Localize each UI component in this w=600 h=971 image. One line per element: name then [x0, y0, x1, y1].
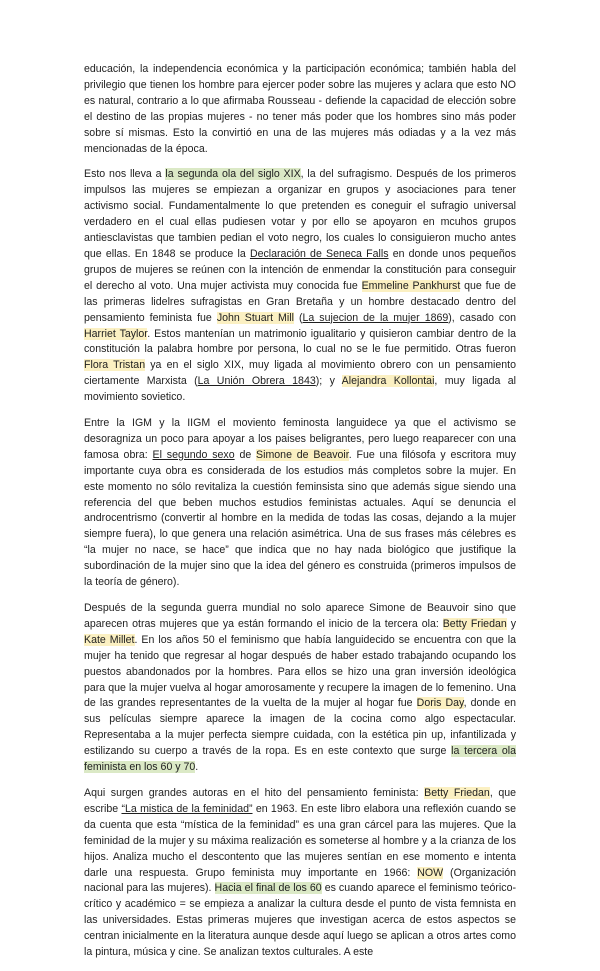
- highlighted-text: NOW: [417, 866, 444, 879]
- paragraph: [84, 416, 516, 591]
- highlighted-text: Kate Millet: [84, 633, 135, 646]
- paragraph: [84, 786, 516, 961]
- paragraph: [84, 62, 516, 157]
- text-run: (: [293, 311, 303, 324]
- text-run: . Estos mantenían un matrimonio igualitario y quisieron cambiar dentro de la constitución la palabra hombre por persona, lo cual no se le fue permitido. Otras fueron: [84, 327, 516, 356]
- highlighted-text: Flora Tristan: [84, 359, 146, 372]
- text-run: educación, la independencia económica y la participación económica; también habla del privilegio que tienen los hombre para ejercer poder sobre las mujeres y aclara que esto NO es natural, contrario a lo que afirmaba Rousseau - defiende la capacidad de elección sobre el destino de las propias mujeres - no tener más poder que los hombres sino más poder sobre sí mismas. Esto la convirtió en una de las mujeres más odiadas y a la vez más mencionadas de la época.: [84, 63, 516, 155]
- highlighted-text: Emmeline Pankhurst: [361, 279, 461, 292]
- text-run: .: [195, 761, 199, 774]
- text-run: que fue de las primeras lidelres sufragistas en Gran Bretaña y un hombre destacado dentro del pensamiento feminista fue: [84, 279, 517, 324]
- text-run: y: [506, 617, 516, 630]
- text-run: Aqui surgen grandes autoras en el hito del pensamiento feminista:: [84, 786, 425, 799]
- text-run: Después de la segunda guerra mundial no solo aparece Simone de Beauvoir sino que aparecen otras mujeres que ya están formando el inicio de la tercera ola:: [84, 602, 516, 630]
- text-run: ); y: [315, 375, 342, 388]
- paragraph: [84, 167, 516, 406]
- text-run: ), casado con: [448, 311, 517, 324]
- highlighted-text: Alejandra Kollontai: [341, 375, 435, 388]
- text-run: . Fue una filósofa y escritora muy importante cuya obra es considerada de los estudios más completos sobre la mujer. En este momento no sólo revitaliza la cuestión feminsista sino que además sigue siendo una referencia del que beben muchos estudios feministas actuales. Aquí se denuncia el androcentrismo (convertir al hombre en la medida de todas las cosas, dejando a la mujer siempre fuera), lo que genera una relación asimétrica. Una de sus frases más célebres es “la mujer no nace, se hace” que indica que no hay nada biológico que justifique la subordinación de la mujer sino que la idea del género es construida (primeros impulsos de la teoría de género).: [84, 448, 516, 589]
- highlighted-text: Doris Day: [416, 697, 464, 710]
- underlined-text: La Unión Obrera 1843: [197, 375, 316, 388]
- text-run: , que escribe: [84, 786, 517, 815]
- highlighted-text: la segunda ola del siglo XIX: [165, 168, 301, 181]
- underlined-text: El segundo sexo: [152, 448, 235, 461]
- text-run: Esto nos lleva a: [84, 168, 166, 181]
- highlighted-text: Hacia el final de los 60: [214, 882, 322, 895]
- underlined-text: La sujecion de la mujer 1869: [302, 311, 449, 324]
- text-run: , la del sufragismo. Después de los primeros impulsos las mujeres se empiezan a organizar en grupos y asociaciones para tener activismo social. Fundamentalmente lo que pretenden es coneguir el sufragio universal verdadero en el cual ellas pudiesen votar y por ello se apoyaron en mcuhos grupos antiesclavistas que tambien pedian el voto negro, los cuales lo consiguieron mucho antes que ellas. En 1848 se produce la: [84, 168, 517, 260]
- text-run: en 1963. En este libro elabora una reflexión cuando se da cuenta que esta “mística de la feminidad” es una gran cárcel para las mujeres. Que la feminidad de la mujer y su máxima realización es someterse al hombre y a la crianza de los hijos. Analiza mucho el descontento que las mujeres sentían en ese momento e intenta darle una respuesta. Grupo feminista muy importante en 1966:: [84, 802, 516, 879]
- text-run: de: [234, 448, 257, 461]
- highlighted-text: John Stuart Mill: [216, 311, 294, 324]
- text-run: , muy ligada al movimiento sovietico.: [84, 375, 516, 404]
- text-run: . En los años 50 el feminismo que había languidecido se encuentra con que la mujer ha tenido que regresar al hogar después de haber estado trabajando ocupando los puestos abandonados por la hombres. Para ellos se hizo una gran inversión ideológica para que la mujer vuelva al hogar amorosamente y recupere la imagen de lo femenino. Una de las grandes representantes de la vuelta de la mujer al hogar fue: [84, 633, 516, 710]
- paragraph: [84, 601, 516, 776]
- text-run: es cuando aparece el feminismo teórico-crítico y académico = se empieza a analizar la cultura desde el punto de vista femnista en las universidades. Estas primeras mujeres que investigan acerca de estos aspectos se centran inicialmente en la literatura aunque desde aquí luego se aplican a otros artes como la pintura, música y cine. Se analizan textos culturales. A este: [84, 882, 516, 959]
- highlighted-text: Betty Friedan: [424, 786, 490, 799]
- text-run: , donde en sus películas siempre aparece la imagen de la cocina como algo espectacular. Representaba a la mujer perfecta siempre cuidada, con la estética pin up, infantilizada y estilizando su cuerpo a través de la ropa. Es en este contexto que surge: [84, 697, 516, 758]
- highlighted-text: Betty Friedan: [442, 617, 507, 630]
- highlighted-text: la tercera ola feminista en los 60 y 70: [84, 745, 516, 774]
- document-page: [84, 62, 516, 971]
- text-run: Entre la IGM y la IIGM el moviento feminosta languidece ya que el activismo se desoragniza un poco para apoyar a los paises beligrantes, pero luego reaparecer con una famosa obra:: [84, 417, 516, 461]
- highlighted-text: Harriet Taylor: [84, 327, 148, 340]
- text-run: en donde unos pequeños grupos de mujeres se reúnen con la intención de enmendar la constitución para conseguir el derecho al voto. Una mujer activista muy conocida fue: [84, 247, 516, 292]
- underlined-text: “La mistica de la feminidad”: [121, 802, 253, 815]
- text-run: (Organización nacional para las mujeres).: [84, 866, 516, 895]
- text-run: ya en el siglo XIX, muy ligada al movimiento obrero con un pensamiento ciertamente Marxista (: [84, 359, 516, 388]
- underlined-text: Declaración de Seneca Falls: [249, 247, 389, 260]
- highlighted-text: Simone de Beavoir: [256, 448, 349, 461]
